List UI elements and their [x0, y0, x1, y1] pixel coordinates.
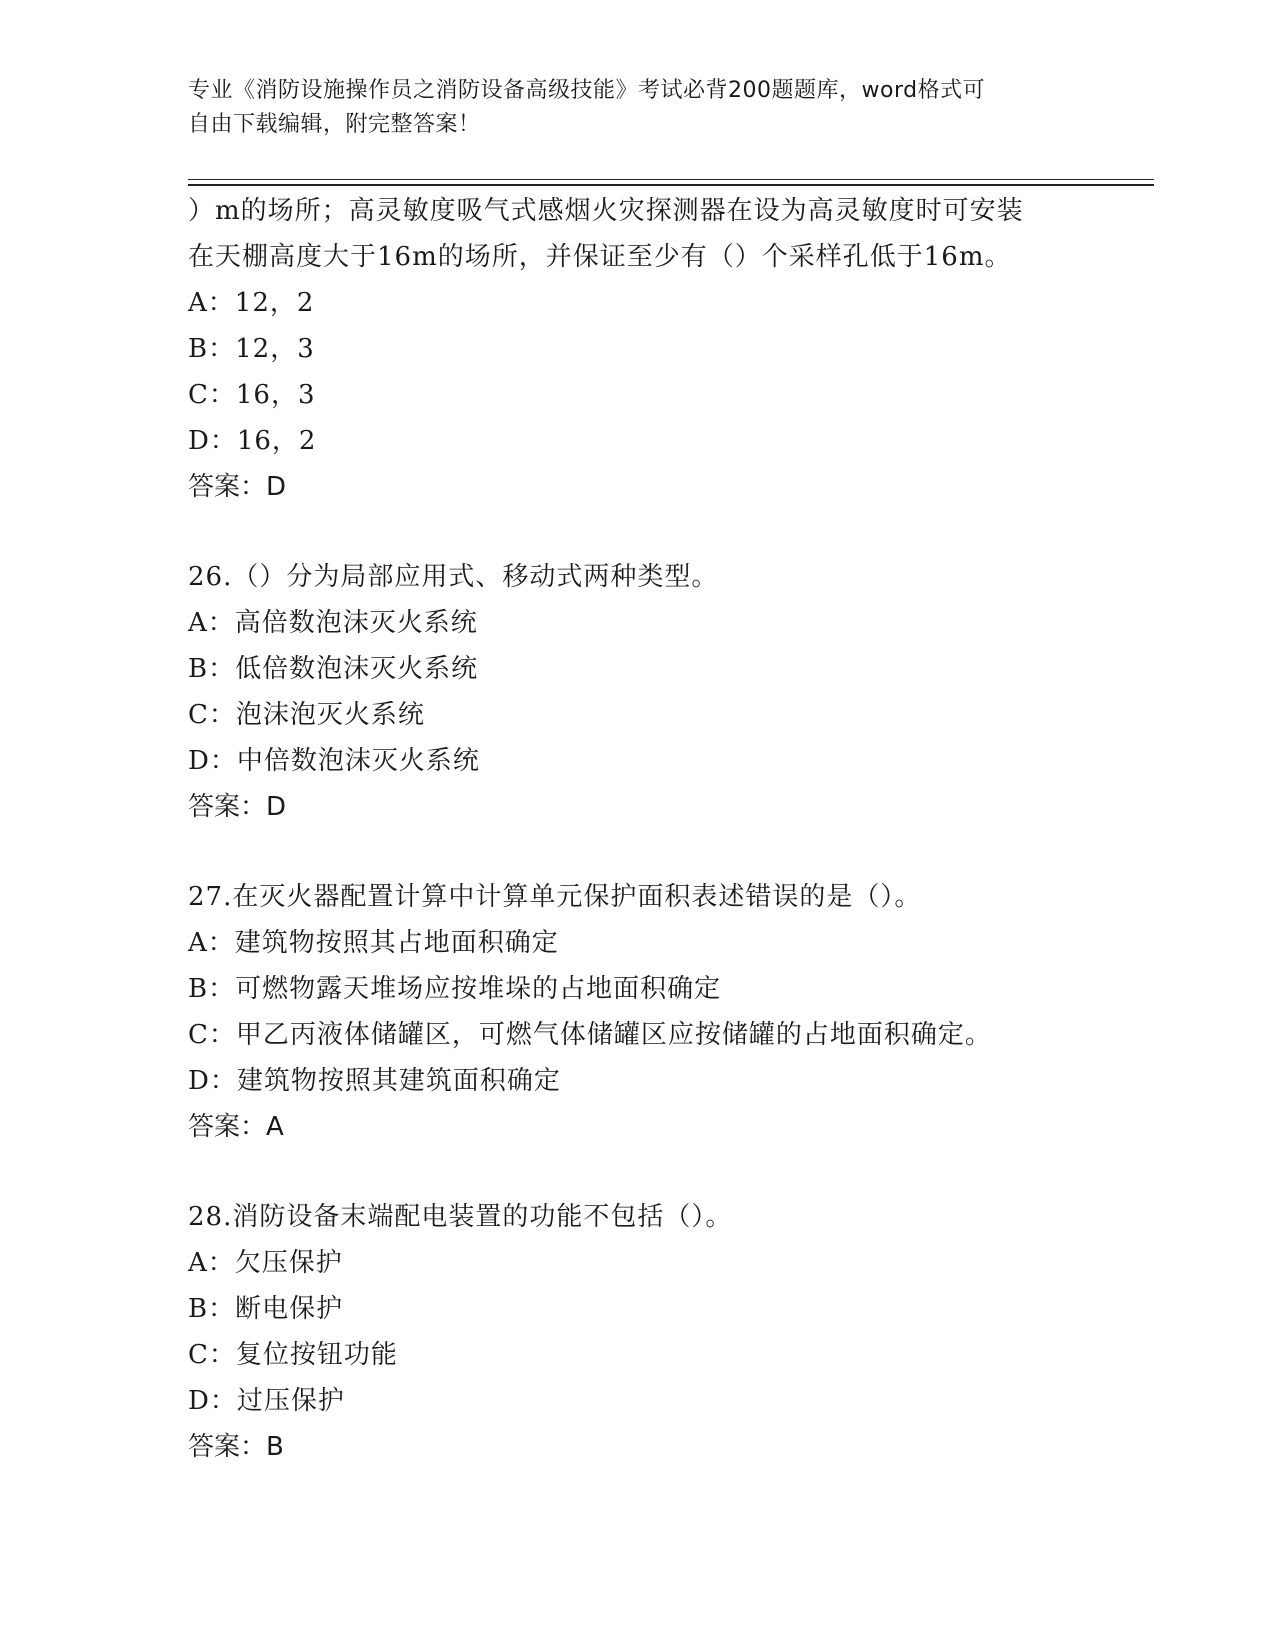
question-block-27 — [188, 874, 1148, 1150]
header-line-1: 专业《消防设施操作员之消防设备高级技能》考试必背200题题库，word格式可 — [188, 78, 986, 103]
question-stem-continued-1: ）m的场所；高灵敏度吸气式感烟火灾探测器在设为高灵敏度时可安装 — [188, 196, 1024, 226]
question-block-28 — [188, 1194, 1148, 1470]
option-d: D：过压保护 — [188, 1386, 345, 1416]
option-a: A：建筑物按照其占地面积确定 — [188, 928, 559, 958]
question-stem: 26.（）分为局部应用式、移动式两种类型。 — [188, 562, 719, 592]
option-a: A：高倍数泡沫灭火系统 — [188, 608, 478, 638]
option-d: D：建筑物按照其建筑面积确定 — [188, 1066, 561, 1096]
header-divider-thick — [188, 184, 1154, 186]
question-list — [188, 188, 1148, 1470]
option-b: B：可燃物露天堆场应按堆垛的占地面积确定 — [188, 974, 722, 1004]
option-c: C：复位按钮功能 — [188, 1340, 398, 1370]
question-spacer — [188, 1150, 1148, 1194]
answer-line: 答案：D — [188, 472, 287, 502]
option-d: D：中倍数泡沫灭火系统 — [188, 746, 480, 776]
option-b: B：断电保护 — [188, 1294, 344, 1324]
question-block-26 — [188, 554, 1148, 830]
question-stem-continued-2: 在天棚高度大于16m的场所，并保证至少有（）个采样孔低于16m。 — [188, 242, 1012, 272]
question-spacer — [188, 510, 1148, 554]
question-spacer — [188, 830, 1148, 874]
document-header — [188, 74, 1088, 142]
question-stem: 28.消防设备末端配电装置的功能不包括（）。 — [188, 1202, 733, 1232]
header-line-2: 自由下载编辑，附完整答案！ — [188, 112, 481, 137]
option-c: C：泡沫泡灭火系统 — [188, 700, 425, 730]
option-c: C：16，3 — [188, 380, 316, 410]
answer-line: 答案：D — [188, 792, 287, 822]
answer-line: 答案：A — [188, 1112, 284, 1142]
header-divider-thin — [188, 179, 1154, 180]
option-b: B：低倍数泡沫灭火系统 — [188, 654, 479, 684]
question-stem: 27.在灭火器配置计算中计算单元保护面积表述错误的是（）。 — [188, 882, 922, 912]
answer-line: 答案：B — [188, 1432, 284, 1462]
option-d: D：16，2 — [188, 426, 317, 456]
question-block-continued — [188, 188, 1148, 510]
option-c: C：甲乙丙液体储罐区，可燃气体储罐区应按储罐的占地面积确定。 — [188, 1020, 992, 1050]
option-a: A：12，2 — [188, 288, 315, 318]
option-b: B：12，3 — [188, 334, 315, 364]
option-a: A：欠压保护 — [188, 1248, 343, 1278]
